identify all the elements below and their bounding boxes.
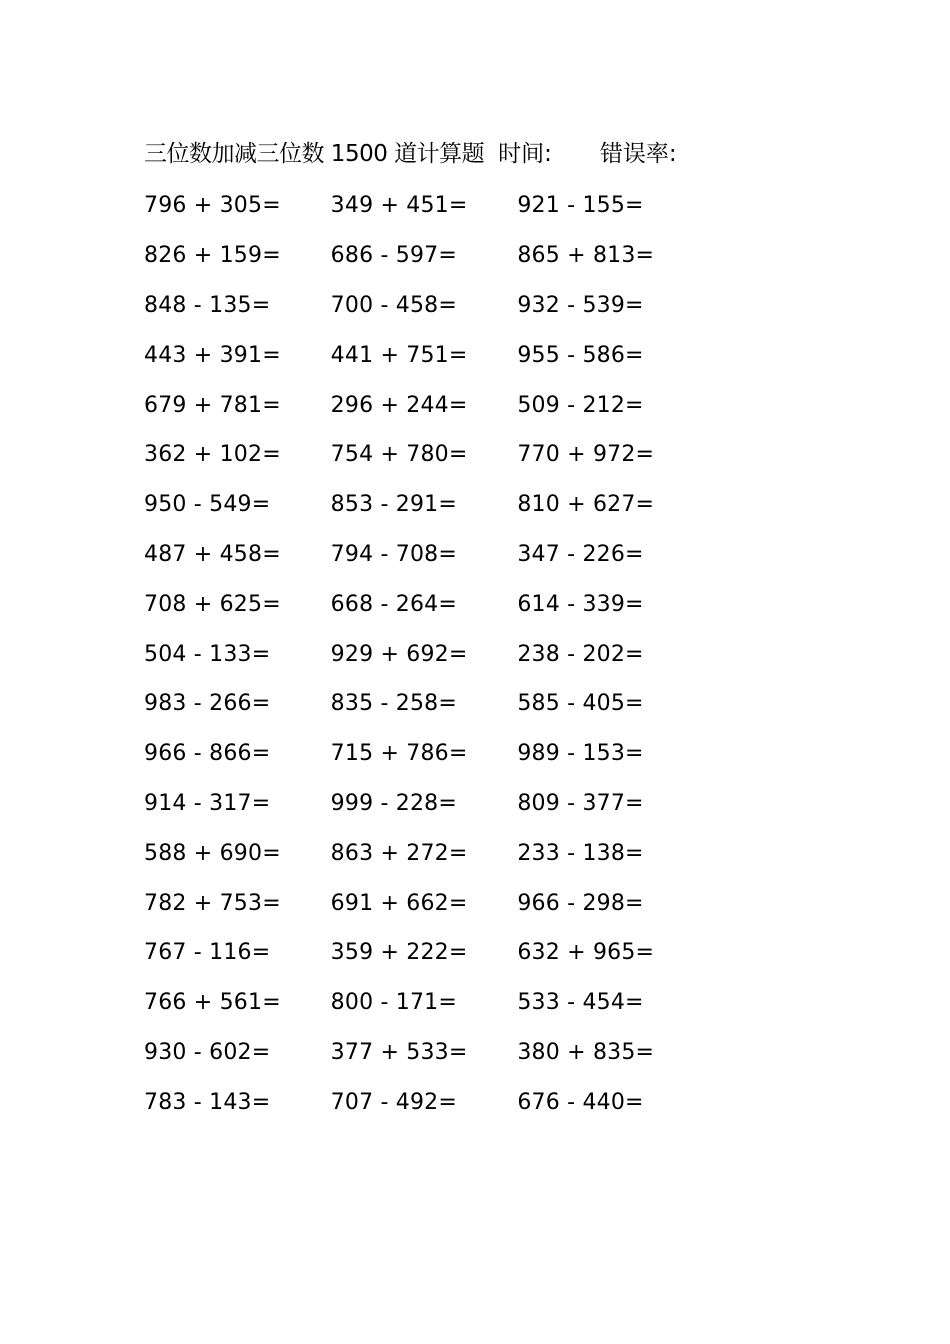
arithmetic-problem: 754 + 780= xyxy=(330,442,468,468)
problem-row xyxy=(144,330,704,380)
problem-row xyxy=(144,181,704,231)
arithmetic-problem: 989 - 153= xyxy=(517,741,644,767)
error-rate-label: 错误率: xyxy=(599,140,677,167)
problem-row xyxy=(144,729,704,779)
arithmetic-problem: 588 + 690= xyxy=(144,840,281,866)
problem-row xyxy=(144,1028,704,1078)
arithmetic-problem: 441 + 751= xyxy=(330,342,468,368)
arithmetic-problem: 848 - 135= xyxy=(144,292,271,318)
arithmetic-problem: 377 + 533= xyxy=(330,1039,468,1065)
arithmetic-problem: 487 + 458= xyxy=(144,541,281,567)
arithmetic-problem: 929 + 692= xyxy=(330,641,468,667)
arithmetic-problem: 296 + 244= xyxy=(330,392,468,418)
arithmetic-problem: 362 + 102= xyxy=(144,442,281,468)
problem-row xyxy=(144,231,704,281)
problem-row xyxy=(144,430,704,480)
problem-row xyxy=(144,828,704,878)
arithmetic-problem: 668 - 264= xyxy=(330,591,458,617)
arithmetic-problem: 835 - 258= xyxy=(330,691,458,717)
problem-row xyxy=(144,281,704,331)
arithmetic-problem: 983 - 266= xyxy=(144,691,271,717)
problem-row xyxy=(144,579,704,629)
arithmetic-problem: 932 - 539= xyxy=(517,292,644,318)
arithmetic-problem: 955 - 586= xyxy=(517,342,644,368)
problem-row xyxy=(144,629,704,679)
arithmetic-problem: 863 + 272= xyxy=(330,840,468,866)
problem-row xyxy=(144,978,704,1028)
arithmetic-problem: 810 + 627= xyxy=(517,492,655,518)
arithmetic-problem: 686 - 597= xyxy=(330,243,458,269)
arithmetic-problem: 853 - 291= xyxy=(330,492,458,518)
arithmetic-problem: 238 - 202= xyxy=(517,641,644,667)
arithmetic-problem: 676 - 440= xyxy=(517,1089,644,1115)
arithmetic-problem: 966 - 866= xyxy=(144,741,271,767)
problem-row xyxy=(144,928,704,978)
arithmetic-problem: 783 - 143= xyxy=(144,1089,271,1115)
arithmetic-problem: 533 - 454= xyxy=(517,990,644,1016)
arithmetic-problem: 950 - 549= xyxy=(144,492,271,518)
arithmetic-problem: 504 - 133= xyxy=(144,641,271,667)
arithmetic-problem: 930 - 602= xyxy=(144,1039,271,1065)
worksheet-title: 三位数加减三位数 1500 道计算题 xyxy=(144,140,485,167)
arithmetic-problem: 921 - 155= xyxy=(517,193,644,219)
arithmetic-problem: 707 - 492= xyxy=(330,1089,458,1115)
arithmetic-problem: 380 + 835= xyxy=(517,1039,655,1065)
arithmetic-problem: 614 - 339= xyxy=(517,591,644,617)
arithmetic-problem: 585 - 405= xyxy=(517,691,644,717)
arithmetic-problem: 349 + 451= xyxy=(330,193,468,219)
arithmetic-problem: 359 + 222= xyxy=(330,940,468,966)
arithmetic-problem: 509 - 212= xyxy=(517,392,644,418)
arithmetic-problem: 826 + 159= xyxy=(144,243,281,269)
arithmetic-problem: 679 + 781= xyxy=(144,392,281,418)
arithmetic-problem: 782 + 753= xyxy=(144,890,281,916)
arithmetic-problem: 914 - 317= xyxy=(144,790,271,816)
arithmetic-problem: 800 - 171= xyxy=(330,990,458,1016)
arithmetic-problem: 443 + 391= xyxy=(144,342,281,368)
arithmetic-problem: 347 - 226= xyxy=(517,541,644,567)
problem-row xyxy=(144,679,704,729)
arithmetic-problem: 700 - 458= xyxy=(330,292,458,318)
worksheet-header xyxy=(144,134,677,168)
arithmetic-problem: 767 - 116= xyxy=(144,940,271,966)
arithmetic-problem: 233 - 138= xyxy=(517,840,644,866)
problem-grid xyxy=(144,181,704,1127)
arithmetic-problem: 796 + 305= xyxy=(144,193,281,219)
problem-row xyxy=(144,480,704,530)
arithmetic-problem: 766 + 561= xyxy=(144,990,281,1016)
arithmetic-problem: 632 + 965= xyxy=(517,940,655,966)
problem-row xyxy=(144,779,704,829)
problem-row xyxy=(144,878,704,928)
arithmetic-problem: 865 + 813= xyxy=(517,243,655,269)
arithmetic-problem: 794 - 708= xyxy=(330,541,458,567)
arithmetic-problem: 708 + 625= xyxy=(144,591,281,617)
problem-row xyxy=(144,530,704,580)
arithmetic-problem: 999 - 228= xyxy=(330,790,458,816)
arithmetic-problem: 691 + 662= xyxy=(330,890,468,916)
arithmetic-problem: 809 - 377= xyxy=(517,790,644,816)
arithmetic-problem: 715 + 786= xyxy=(330,741,468,767)
problem-row xyxy=(144,380,704,430)
problem-row xyxy=(144,1077,704,1127)
arithmetic-problem: 966 - 298= xyxy=(517,890,644,916)
time-label: 时间: xyxy=(498,140,552,167)
arithmetic-problem: 770 + 972= xyxy=(517,442,655,468)
